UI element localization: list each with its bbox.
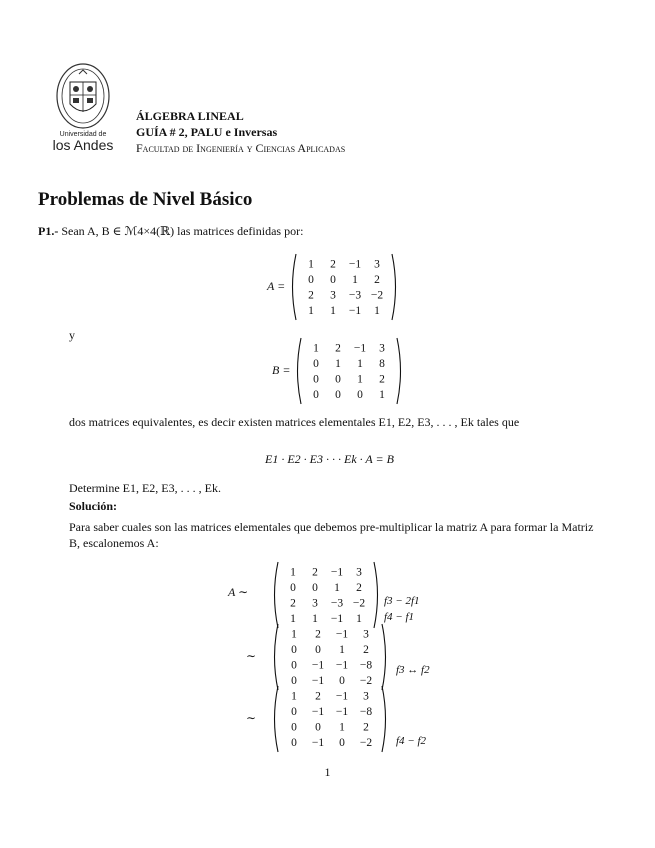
step-1-matrix (270, 560, 382, 630)
matrix-cell: 1 (290, 566, 296, 579)
matrix-cell: 1 (334, 582, 340, 594)
matrix-cell: −8 (359, 659, 373, 672)
matrix-cell: 0 (330, 274, 337, 286)
matrix-cell: 1 (339, 644, 345, 656)
guide-title: GUÍA # 2, PALU e Inversas (136, 125, 278, 139)
matrix-cell: −1 (335, 628, 349, 641)
matrix-cell: 0 (291, 644, 297, 656)
matrix-cell: −1 (311, 659, 325, 672)
matrix-cell: 1 (313, 342, 320, 355)
matrix-cell: 0 (313, 373, 320, 386)
matrix-cell: 1 (291, 690, 297, 703)
left-paren (275, 686, 279, 752)
matrix-cell: 0 (339, 675, 345, 687)
matrix-cell: 2 (379, 373, 386, 386)
matrix-b-block (272, 336, 405, 406)
matrix-b (293, 336, 405, 406)
matrix-cell: −1 (330, 566, 344, 579)
matrix-cell: 2 (335, 342, 342, 355)
matrix-cell: −3 (330, 597, 344, 610)
matrix-cell: 1 (312, 613, 318, 625)
matrix-cell: 3 (379, 342, 386, 355)
step-2-matrix (270, 622, 390, 692)
problem-statement (38, 223, 303, 239)
matrix-cell: 1 (308, 305, 315, 317)
matrix-cell: 3 (374, 258, 381, 271)
matrix-cell: −3 (349, 289, 362, 302)
right-paren (392, 254, 396, 320)
page-number: 1 (324, 765, 331, 779)
right-paren (382, 624, 386, 690)
matrix-cell: 2 (363, 721, 369, 734)
left-paren (275, 624, 279, 690)
course-title: ÁLGEBRA LINEAL (136, 109, 244, 123)
matrix-cell: 2 (330, 258, 337, 271)
left-paren (275, 562, 279, 628)
matrix-b-label: B = (272, 362, 291, 377)
left-paren (298, 338, 302, 404)
matrix-cell: −1 (311, 737, 325, 749)
step-2-lead: ∼ (246, 649, 257, 663)
step-3-matrix (270, 684, 390, 754)
matrix-cell: 8 (379, 358, 386, 370)
matrix-cell: 2 (308, 289, 315, 302)
step-2-ops (396, 662, 430, 678)
matrix-cell: 0 (315, 644, 321, 656)
matrix-cell: 0 (291, 659, 297, 672)
step-2-op-1: f3 ↔ f2 (396, 664, 430, 676)
matrix-cell: 3 (330, 289, 337, 302)
matrix-cell: −1 (354, 342, 367, 355)
matrix-cell: −2 (359, 737, 373, 749)
matrix-cell: 0 (291, 721, 297, 734)
matrix-cell: 0 (308, 274, 315, 286)
problem-label: P1.- (38, 224, 59, 238)
university-logo (48, 62, 118, 152)
matrix-cell: 0 (291, 737, 297, 749)
step-1-op-1: f3 − 2f1 (384, 595, 420, 607)
matrix-cell: 1 (308, 258, 315, 271)
matrix-cell: 0 (290, 582, 296, 594)
matrix-cell: 1 (357, 358, 364, 370)
matrix-cell: 1 (339, 721, 345, 734)
step-1-ops (384, 593, 420, 625)
right-paren (382, 686, 386, 752)
matrix-cell: −2 (359, 675, 373, 687)
right-paren (374, 562, 378, 628)
matrix-cell: −1 (349, 258, 362, 271)
matrix-cell: 0 (291, 706, 297, 718)
matrix-cell: 0 (335, 373, 342, 386)
matrix-cell: −1 (330, 613, 344, 625)
connector-text: y (69, 328, 75, 342)
matrix-cell: −2 (352, 597, 366, 610)
matrix-cell: −1 (335, 659, 349, 672)
logo-top-text: Universidad de (59, 131, 107, 138)
equivalence-text: dos matrices equivalentes, es decir existen matrices elementales E1, E2, E3, . . . , Ek tales que (69, 415, 520, 429)
matrix-cell: −2 (371, 289, 384, 302)
matrix-cell: −1 (335, 706, 349, 718)
problem-text: Sean A, B ∈ ℳ4×4(ℝ) las matrices definidas por: (61, 224, 304, 238)
faculty-name: Facultad de Ingeniería y Ciencias Aplicadas (136, 141, 346, 155)
matrix-cell: 3 (356, 566, 362, 579)
matrix-cell: 1 (330, 305, 337, 317)
matrix-cell: 0 (313, 389, 320, 401)
matrix-cell: 0 (335, 389, 342, 401)
matrix-cell: 2 (356, 582, 362, 594)
matrix-cell: −8 (359, 706, 373, 718)
matrix-cell: −1 (311, 675, 325, 687)
matrix-cell: 3 (312, 597, 318, 610)
determine-text: Determine E1, E2, E3, . . . , Ek. (69, 481, 221, 495)
matrix-cell: 1 (357, 373, 364, 386)
matrix-cell: 2 (315, 628, 321, 641)
matrix-cell: 0 (315, 721, 321, 734)
matrix-a-block (267, 252, 400, 322)
matrix-cell: −1 (311, 706, 325, 718)
step-3-lead: ∼ (246, 711, 257, 725)
section-title: Problemas de Nivel Básico (38, 189, 253, 210)
matrix-cell: 0 (312, 582, 318, 594)
matrix-cell: 2 (312, 566, 318, 579)
solution-label: Solución: (69, 499, 118, 513)
left-paren (293, 254, 297, 320)
step-3-ops (396, 733, 426, 749)
matrix-cell: 3 (363, 690, 369, 703)
equation: E1 · E2 · E3 · · · Ek · A = B (265, 452, 394, 466)
matrix-cell: 2 (374, 274, 381, 286)
matrix-cell: 3 (363, 628, 369, 641)
step-3-op-1: f4 − f2 (396, 735, 427, 747)
document-header (136, 108, 345, 156)
matrix-a (288, 252, 400, 322)
matrix-cell: 1 (352, 274, 359, 286)
matrix-cell: 1 (290, 613, 296, 625)
matrix-cell: 0 (313, 358, 320, 370)
matrix-cell: −1 (349, 305, 362, 317)
matrix-cell: 0 (339, 737, 345, 749)
step-1-lead: A ∼ (228, 585, 249, 599)
matrix-a-label: A = (267, 278, 286, 293)
right-paren (397, 338, 401, 404)
solution-intro: Para saber cuales son las matrices elementales que debemos pre-multiplicar la matriz A para formar la Matriz B, escalonemos A: (69, 520, 594, 550)
matrix-cell: 1 (356, 613, 362, 625)
matrix-cell: 1 (335, 358, 342, 370)
matrix-cell: 1 (291, 628, 297, 641)
crest-icon (55, 62, 111, 130)
matrix-cell: 0 (291, 675, 297, 687)
step-1-op-2: f4 − f1 (384, 611, 415, 623)
matrix-cell: 2 (315, 690, 321, 703)
matrix-cell: 1 (374, 305, 381, 317)
logo-name: los Andes (52, 137, 114, 153)
matrix-cell: 0 (357, 389, 364, 401)
matrix-cell: 2 (363, 644, 369, 656)
matrix-cell: 2 (290, 597, 296, 610)
matrix-cell: 1 (379, 389, 386, 401)
matrix-cell: −1 (335, 690, 349, 703)
